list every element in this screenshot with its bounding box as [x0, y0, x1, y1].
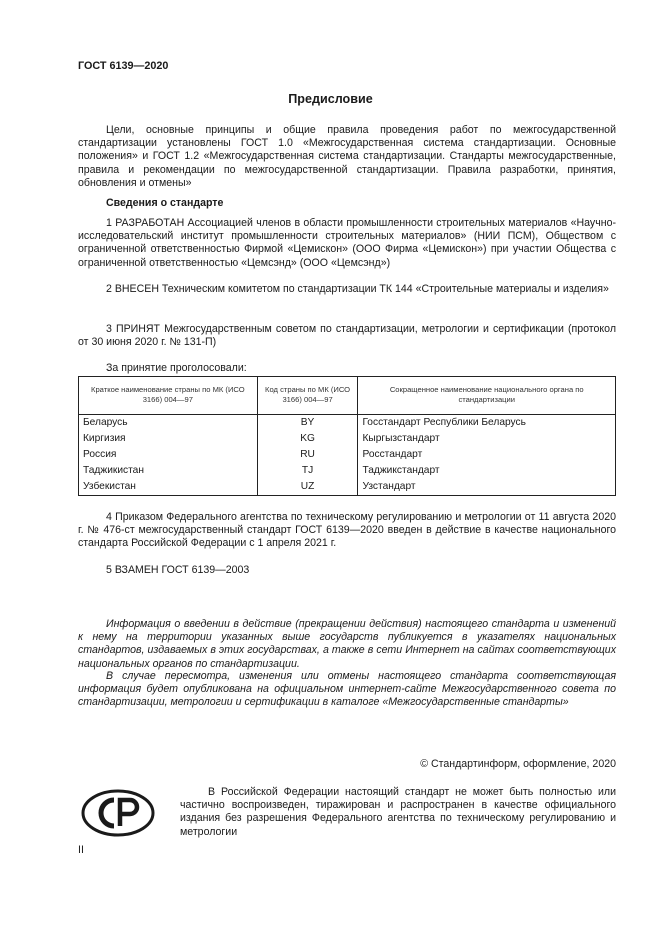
cell-country: Узбекистан — [79, 479, 258, 496]
copyright: © Стандартинформ, оформление, 2020 — [420, 758, 616, 770]
section-heading: Сведения о стандарте — [106, 197, 224, 209]
page-number: II — [78, 844, 84, 856]
header-national-body: Сокращенное наименование национального органа по стандартизации — [358, 377, 616, 415]
cell-body: Узстандарт — [358, 479, 616, 496]
page-title: Предисловие — [288, 92, 373, 106]
table-row — [79, 431, 616, 447]
item-3-adopted: 3 ПРИНЯТ Межгосударственным советом по стандартизации, метрологии и сертификации (протокол от 30 июня 2020 г. № 131-П) — [78, 323, 616, 349]
intro-paragraph: Цели, основные принципы и общие правила проведения работ по межгосударственной стандартизации установлены ГОСТ 1.0 «Межгосударственная система стандартизации. Основные положения» и ГОСТ 1.2 «Межгосударственная система стандартизации. Стандарты межгосударственные, правила и рекомендации по межгосударственной стандартизации. Правила разработки, принятия, обновления и отмены» — [78, 124, 616, 189]
cell-body: Таджикстандарт — [358, 463, 616, 479]
table-row — [79, 463, 616, 479]
header-country-name: Краткое наименование страны по МК (ИСО 3166) 004—97 — [79, 377, 258, 415]
cell-body: Кыргызстандарт — [358, 431, 616, 447]
cell-code: RU — [257, 447, 358, 463]
cell-body: Госстандарт Республики Беларусь — [358, 415, 616, 432]
table-row — [79, 447, 616, 463]
header-country-code: Код страны по МК (ИСО 3166) 004—97 — [257, 377, 358, 415]
cell-code: TJ — [257, 463, 358, 479]
cell-country: Таджикистан — [79, 463, 258, 479]
item-4-order: 4 Приказом Федерального агентства по техническому регулированию и метрологии от 11 августа 2020 г. № 476-ст межгосударственный стандарт ГОСТ 6139—2020 введен в действие в качестве национального стандарта Российской Федерации с 1 апреля 2021 г. — [78, 511, 616, 550]
item-2-introduced: 2 ВНЕСЕН Техническим комитетом по стандартизации ТК 144 «Строительные материалы и изделия» — [106, 283, 609, 295]
cell-code: KG — [257, 431, 358, 447]
gost-r-logo-icon — [80, 788, 156, 838]
cell-code: BY — [257, 415, 358, 432]
vote-caption: За принятие проголосовали: — [106, 362, 247, 374]
info-paragraph-1: Информация о введении в действие (прекращении действия) настоящего стандарта и изменений к нему на территории указанных выше государств публикуется в указателях национальных стандартов, издаваемых в этих государствах, а также в сети Интернет на сайтах соответствующих национальных органов по стандартизации. — [78, 618, 616, 670]
cell-country: Беларусь — [79, 415, 258, 432]
reproduction-notice: В Российской Федерации настоящий стандарт не может быть полностью или частично воспроизведен, тиражирован и распространен в качестве официального издания без разрешения Федерального агентства по техническому регулированию и метрологии — [180, 786, 616, 838]
cell-code: UZ — [257, 479, 358, 496]
document-code: ГОСТ 6139—2020 — [78, 60, 169, 72]
item-1-developed: 1 РАЗРАБОТАН Ассоциацией членов в области промышленности строительных материалов «Научно-исследовательский институт промышленности строительных материалов» (НИИ ПСМ), Обществом с ограниченной ответственностью Фирмой «Цемискон» (ООО Фирма «Цемискон») при участии Общества с ограниченной ответственностью «Цемсэнд» (ООО «Цемсэнд») — [78, 217, 616, 269]
info-paragraph-2: В случае пересмотра, изменения или отмены настоящего стандарта соответствующая информация будет опубликована на официальном интернет-сайте Межгосударственного совета по стандартизации, метрологии и сертификации в каталоге «Межгосударственные стандарты» — [78, 670, 616, 709]
table-row — [79, 415, 616, 432]
voting-table — [78, 376, 616, 496]
table-row — [79, 479, 616, 496]
cell-body: Росстандарт — [358, 447, 616, 463]
cell-country: Киргизия — [79, 431, 258, 447]
item-5-replaces: 5 ВЗАМЕН ГОСТ 6139—2003 — [106, 564, 250, 576]
table-header-row — [79, 377, 616, 415]
cell-country: Россия — [79, 447, 258, 463]
